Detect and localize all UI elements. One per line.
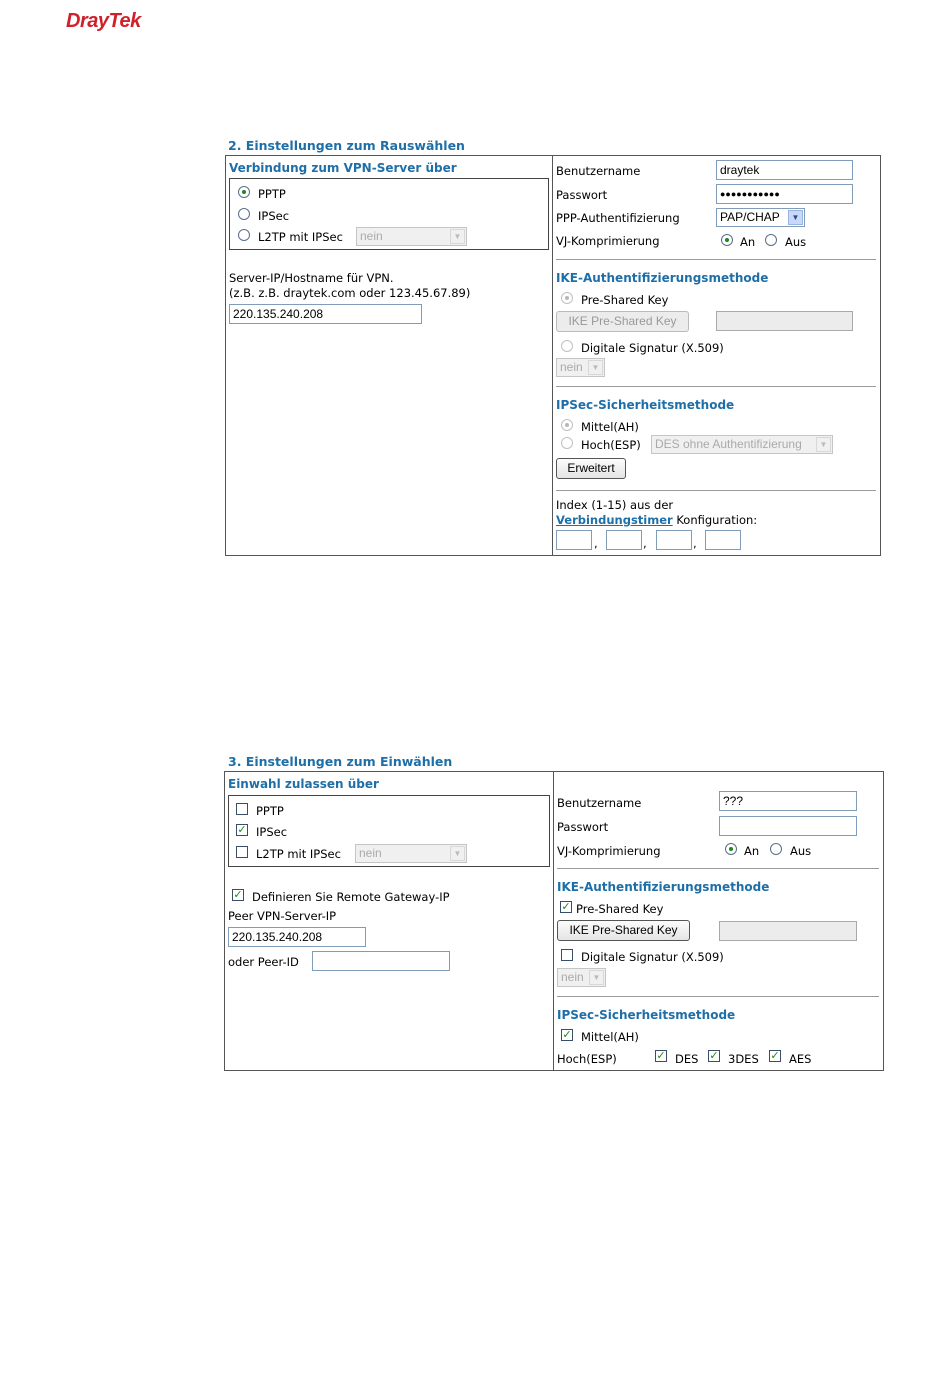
l2tp-select-value: nein	[359, 846, 382, 860]
ipsec-security-heading: IPSec-Sicherheitsmethode	[556, 398, 735, 412]
separator	[556, 490, 876, 491]
aes-label: AES	[789, 1052, 812, 1066]
schedule-index-3[interactable]	[656, 530, 692, 550]
draytek-logo: DrayTek	[66, 10, 141, 32]
psk-label: Pre-Shared Key	[576, 902, 664, 916]
ah-label: Mittel(AH)	[581, 420, 639, 434]
digital-signature-select[interactable]	[557, 968, 606, 987]
esp-label: Hoch(ESP)	[581, 438, 641, 452]
pptp-label: PPTP	[256, 804, 284, 818]
comma: ,	[643, 536, 647, 550]
digital-signature-label: Digitale Signatur (X.509)	[581, 950, 724, 964]
chevron-down-icon: ▼	[589, 970, 604, 985]
peer-id-input[interactable]	[312, 951, 450, 971]
separator	[557, 868, 879, 869]
schedule-index-2[interactable]	[606, 530, 642, 550]
des-label: DES	[675, 1052, 699, 1066]
username-input[interactable]: draytek	[716, 160, 853, 180]
peer-id-label: oder Peer-ID	[228, 955, 299, 969]
password-label: Passwort	[557, 820, 609, 834]
allow-dialin-heading: Einwahl zulassen über	[228, 777, 379, 791]
chevron-down-icon: ▼	[788, 210, 803, 225]
vj-off-label: Aus	[790, 844, 812, 858]
define-remote-gateway-label: Definieren Sie Remote Gateway-IP	[252, 890, 450, 904]
esp-select-value: DES ohne Authentifizierung	[655, 437, 802, 451]
psk-checkbox[interactable]: ✓	[561, 900, 571, 913]
ppp-auth-value: PAP/CHAP	[720, 210, 780, 224]
chevron-down-icon: ▼	[816, 437, 831, 452]
pptp-checkbox[interactable]	[236, 803, 248, 815]
dialout-divider	[552, 155, 553, 556]
digital-signature-radio[interactable]	[561, 340, 573, 352]
ipsec-radio[interactable]	[238, 208, 250, 220]
index-suffix: Konfiguration:	[672, 513, 758, 527]
l2tp-ipsec-select[interactable]	[355, 844, 467, 863]
psk-radio[interactable]	[561, 292, 573, 304]
ike-auth-heading: IKE-Authentifizierungsmethode	[557, 880, 770, 894]
password-input[interactable]: ●●●●●●●●●●●	[716, 184, 853, 204]
dialin-divider	[553, 771, 554, 1071]
ppp-auth-select[interactable]	[716, 208, 805, 227]
l2tp-ipsec-select[interactable]	[356, 227, 467, 246]
peer-ip-input[interactable]: 220.135.240.208	[228, 927, 366, 947]
esp-select[interactable]	[651, 435, 833, 454]
vj-label: VJ-Komprimierung	[557, 844, 661, 858]
index-label-line2	[556, 513, 757, 527]
des-checkbox[interactable]: ✓	[656, 1049, 666, 1062]
password-input[interactable]	[719, 816, 857, 836]
l2tp-label: L2TP mit IPSec	[258, 230, 343, 244]
l2tp-checkbox[interactable]	[236, 846, 248, 858]
vj-on-label: An	[740, 235, 756, 249]
3des-checkbox[interactable]: ✓	[709, 1049, 719, 1062]
aes-checkbox[interactable]: ✓	[770, 1049, 780, 1062]
server-ip-input[interactable]: 220.135.240.208	[229, 304, 422, 324]
digital-signature-label: Digitale Signatur (X.509)	[581, 341, 724, 355]
l2tp-radio[interactable]	[238, 229, 250, 241]
digital-signature-checkbox[interactable]	[561, 949, 573, 961]
pptp-label: PPTP	[258, 187, 286, 201]
ike-psk-field[interactable]	[719, 921, 857, 941]
separator	[556, 259, 876, 260]
vpn-server-via-heading: Verbindung zum VPN-Server über	[229, 161, 457, 175]
ike-psk-field[interactable]	[716, 311, 853, 331]
vj-off-label: Aus	[785, 235, 807, 249]
vj-on-label: An	[744, 844, 760, 858]
index-label: Index (1-15) aus der	[556, 498, 674, 512]
ah-label: Mittel(AH)	[581, 1030, 639, 1044]
vj-off-radio[interactable]	[765, 234, 777, 246]
chevron-down-icon: ▼	[450, 846, 465, 861]
ipsec-security-heading: IPSec-Sicherheitsmethode	[557, 1008, 736, 1022]
vj-off-radio[interactable]	[770, 843, 782, 855]
peer-ip-label: Peer VPN-Server-IP	[228, 909, 337, 923]
advanced-button[interactable]: Erweitert	[556, 458, 626, 479]
username-label: Benutzername	[556, 164, 641, 178]
ipsec-label: IPSec	[258, 209, 290, 223]
3des-label: 3DES	[728, 1052, 759, 1066]
digsig-select-value: nein	[561, 970, 584, 984]
schedule-index-1[interactable]	[556, 530, 592, 550]
server-label: Server-IP/Hostname für VPN.	[229, 271, 394, 285]
server-example: (z.B. z.B. draytek.com oder 123.45.67.89)	[229, 286, 471, 300]
digital-signature-select[interactable]	[556, 358, 605, 377]
chevron-down-icon: ▼	[588, 360, 603, 375]
dialin-section-title: 3. Einstellungen zum Einwählen	[228, 754, 453, 769]
dialout-section-title: 2. Einstellungen zum Rauswählen	[228, 138, 465, 153]
chevron-down-icon: ▼	[450, 229, 465, 244]
ah-radio[interactable]	[561, 419, 573, 431]
digsig-select-value: nein	[560, 360, 583, 374]
psk-label: Pre-Shared Key	[581, 293, 669, 307]
pptp-radio[interactable]	[238, 186, 250, 198]
vj-label: VJ-Komprimierung	[556, 234, 660, 248]
l2tp-label: L2TP mit IPSec	[256, 847, 341, 861]
esp-radio[interactable]	[561, 437, 573, 449]
separator	[556, 386, 876, 387]
esp-label: Hoch(ESP)	[557, 1052, 617, 1066]
password-label: Passwort	[556, 188, 608, 202]
ipsec-label: IPSec	[256, 825, 288, 839]
ppp-auth-label: PPP-Authentifizierung	[556, 211, 680, 225]
schedule-index-4[interactable]	[705, 530, 741, 550]
vj-on-radio[interactable]	[725, 843, 737, 855]
ah-checkbox[interactable]: ✓	[562, 1028, 572, 1041]
schedule-link[interactable]: Verbindungstimer	[556, 513, 673, 527]
separator	[557, 996, 879, 997]
vj-on-radio[interactable]	[721, 234, 733, 246]
comma: ,	[594, 536, 598, 550]
ipsec-checkbox[interactable]: ✓	[237, 823, 247, 836]
ike-auth-heading: IKE-Authentifizierungsmethode	[556, 271, 769, 285]
define-remote-gateway-checkbox[interactable]: ✓	[233, 888, 243, 901]
ike-psk-button[interactable]: IKE Pre-Shared Key	[557, 920, 690, 941]
username-input[interactable]: ???	[719, 791, 857, 811]
username-label: Benutzername	[557, 796, 642, 810]
ike-psk-button[interactable]: IKE Pre-Shared Key	[556, 311, 689, 332]
l2tp-select-value: nein	[360, 229, 383, 243]
comma: ,	[693, 536, 697, 550]
